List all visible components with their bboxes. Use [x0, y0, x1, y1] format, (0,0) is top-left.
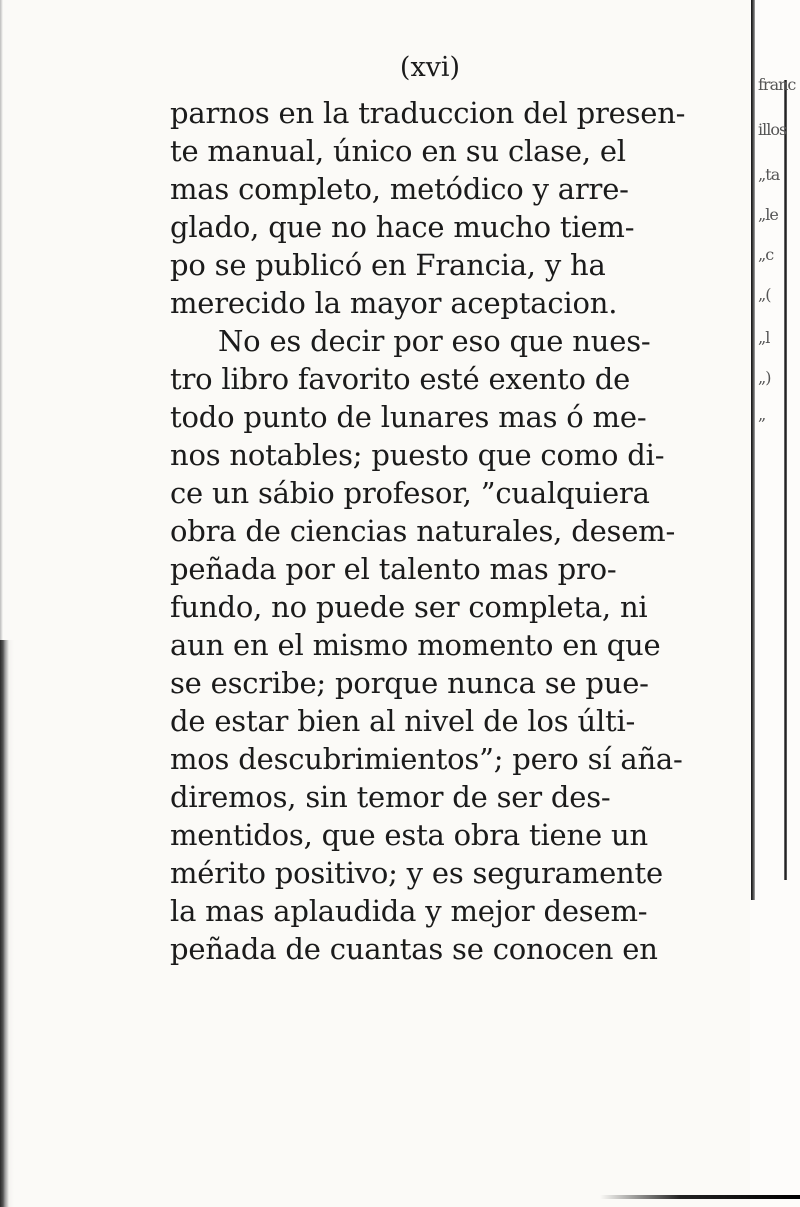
- text-line: mérito positivo; y es seguramente: [170, 856, 663, 890]
- bleed-through-text: „ta: [758, 165, 780, 184]
- text-line: nos notables; puesto que como di-: [170, 438, 665, 472]
- text-line: No es decir por eso que nues-: [218, 324, 651, 358]
- binding-shadow: [0, 640, 14, 1207]
- text-line: mas completo, metódico y arre-: [170, 172, 629, 206]
- page-content: [170, 48, 745, 968]
- text-line: se escribe; porque nunca se pue-: [170, 666, 649, 700]
- text-line: aun en el mismo momento en que: [170, 628, 661, 662]
- bleed-through-text: „: [758, 405, 766, 424]
- text-line: de estar bien al nivel de los últi-: [170, 704, 636, 738]
- body-text: [170, 94, 745, 968]
- text-line: merecido la mayor aceptacion.: [170, 286, 618, 320]
- binding-edge-top: [0, 0, 3, 640]
- text-line: fundo, no puede ser completa, ni: [170, 590, 648, 624]
- bleed-through-text: franc: [758, 75, 796, 94]
- text-line: parnos en la traduccion del presen-: [170, 96, 686, 130]
- text-line: peñada de cuantas se conocen en: [170, 932, 658, 966]
- text-line: po se publicó en Francia, y ha: [170, 248, 606, 282]
- bleed-through-text: „(: [758, 285, 771, 304]
- text-line: te manual, único en su clase, el: [170, 134, 626, 168]
- text-line: todo punto de lunares mas ó me-: [170, 400, 647, 434]
- bleed-through-text: illos: [758, 120, 787, 139]
- page-number: (xvi): [399, 52, 461, 83]
- bleed-through-text: „c: [758, 245, 774, 264]
- bleed-through-text: „l: [758, 328, 770, 347]
- text-line: diremos, sin temor de ser des-: [170, 780, 611, 814]
- text-line: mentidos, que esta obra tiene un: [170, 818, 648, 852]
- text-line: peñada por el talento mas pro-: [170, 552, 617, 586]
- bottom-edge-shadow: [600, 1195, 800, 1199]
- bleed-through-text: „le: [758, 205, 778, 224]
- right-fold-line: [751, 0, 755, 900]
- text-line: obra de ciencias naturales, desem-: [170, 514, 676, 548]
- right-edge-line: [784, 80, 787, 880]
- text-line: tro libro favorito esté exento de: [170, 362, 631, 396]
- text-line: glado, que no hace mucho tiem-: [170, 210, 635, 244]
- bleed-through-text: „): [758, 368, 771, 387]
- text-line: la mas aplaudida y mejor desem-: [170, 894, 648, 928]
- text-line: ce un sábio profesor, ”cualquiera: [170, 476, 650, 510]
- text-line: mos descubrimientos”; pero sí aña-: [170, 742, 683, 776]
